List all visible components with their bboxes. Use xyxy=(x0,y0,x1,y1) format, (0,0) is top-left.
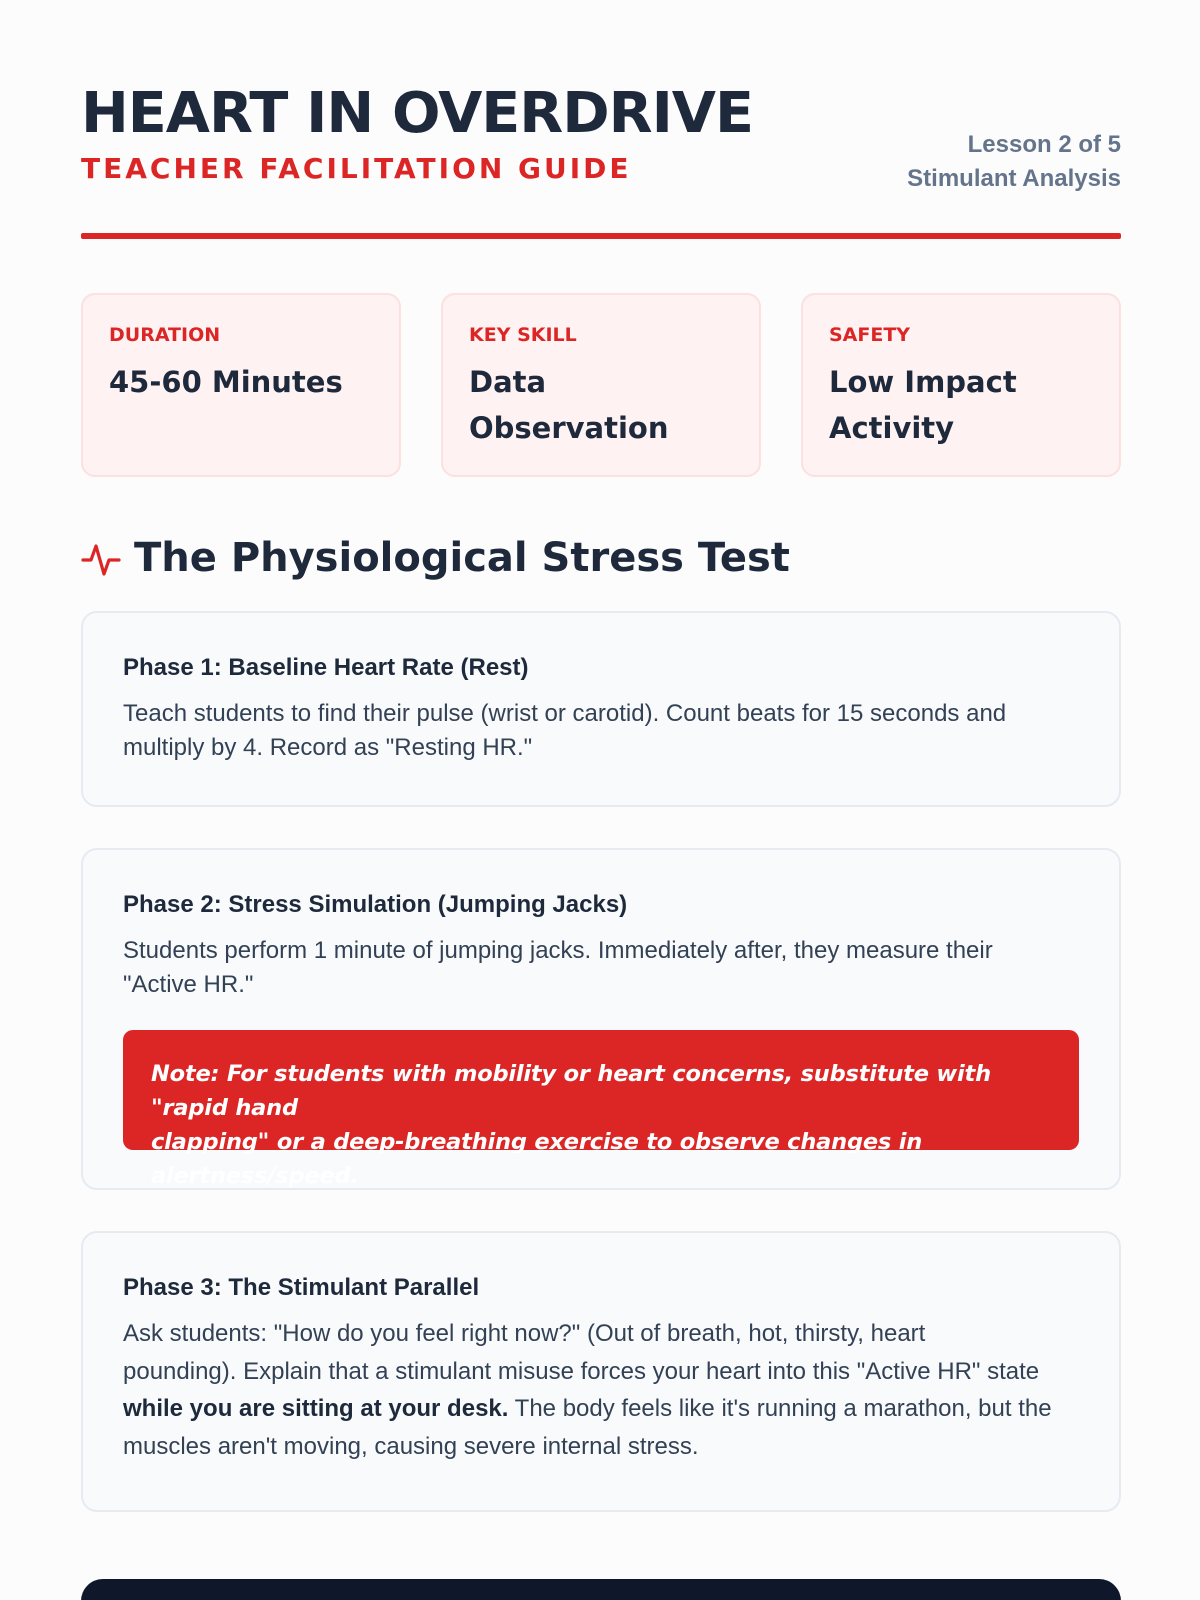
text-line xyxy=(123,1390,1083,1428)
card-label: SAFETY xyxy=(829,324,911,346)
safety-card xyxy=(801,293,1121,477)
key-skill-card xyxy=(441,293,761,477)
card-value: Data Observation xyxy=(469,365,669,445)
card-label: KEY SKILL xyxy=(469,324,577,346)
lesson-number: Lesson 2 of 5 xyxy=(967,131,1121,158)
text-line: Teach students to find their pulse (wrist or carotid). Count beats for 15 seconds and xyxy=(123,700,1007,727)
card-value: 45-60 Minutes xyxy=(109,365,343,399)
page-title: HEART IN OVERDRIVE xyxy=(81,81,753,146)
card-value-line: Activity xyxy=(829,411,955,445)
phase-title: Phase 1: Baseline Heart Rate (Rest) xyxy=(123,654,529,681)
lesson-unit: Stimulant Analysis xyxy=(907,165,1121,192)
text-line: Ask students: "How do you feel right now?" (Out of breath, hot, thirsty, heart xyxy=(123,1320,926,1347)
page-header xyxy=(81,81,1121,244)
note-line: Note: For students with mobility or heart concerns, substitute with "rapid hand xyxy=(151,1061,991,1121)
text-line: "Active HR." xyxy=(123,971,254,998)
page-subtitle: TEACHER FACILITATION GUIDE xyxy=(81,152,632,185)
text-line: muscles aren't moving, causing severe internal stress. xyxy=(123,1432,699,1460)
note-line: clapping" or a deep-breathing exercise to observe changes in alertness/speed. xyxy=(151,1129,923,1189)
phase-description xyxy=(123,934,1083,1002)
phase-description xyxy=(123,697,1083,765)
phase-1-panel xyxy=(81,611,1121,807)
text-run: The body feels like it's running a marathon, but the xyxy=(508,1395,1052,1422)
card-label: DURATION xyxy=(109,324,221,346)
phase-description xyxy=(123,1315,1083,1465)
section-heading xyxy=(81,530,1121,586)
duration-card xyxy=(81,293,401,477)
safety-note xyxy=(123,1030,1079,1189)
text-line: Students perform 1 minute of jumping jacks. Immediately after, they measure their xyxy=(123,937,993,964)
card-value xyxy=(829,359,1093,451)
phase-3-panel xyxy=(81,1231,1121,1512)
lesson-meta xyxy=(907,128,1121,196)
phase-title: Phase 3: The Stimulant Parallel xyxy=(123,1274,480,1301)
section-title: The Physiological Stress Test xyxy=(134,535,790,581)
phase-2-panel xyxy=(81,848,1121,1190)
heartbeat-pulse-icon xyxy=(81,536,121,580)
footer-bar xyxy=(81,1579,1121,1600)
phase-title: Phase 2: Stress Simulation (Jumping Jacks) xyxy=(123,891,628,918)
emphasis-text: while you are sitting at your desk. xyxy=(123,1395,509,1422)
header-divider xyxy=(81,233,1121,239)
text-line: multiply by 4. Record as "Resting HR." xyxy=(123,734,533,761)
info-cards xyxy=(81,293,1121,477)
text-line: pounding). Explain that a stimulant misuse forces your heart into this "Active HR" state xyxy=(123,1357,1040,1385)
card-value-line: Low Impact xyxy=(829,365,1017,399)
